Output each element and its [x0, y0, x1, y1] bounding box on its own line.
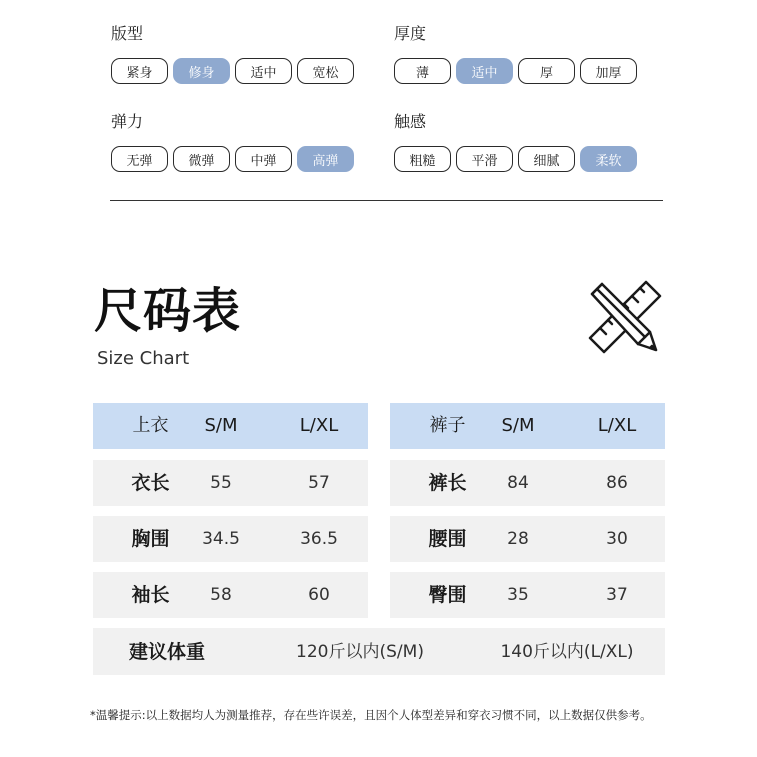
top-header-label: 上衣 [132, 415, 169, 436]
bottom-row-0-sm: 84 [507, 473, 529, 493]
pill-feel-2[interactable]: 细腻 [518, 146, 575, 172]
bottom-row-1-sm: 28 [507, 529, 529, 549]
weight-sm: 120斤以内(S/M) [296, 642, 424, 662]
attr-feel [394, 112, 637, 172]
attr-fit-label: 版型 [111, 24, 144, 43]
size-chart-title: 尺码表 [94, 283, 242, 339]
top-row-2-sm: 58 [210, 585, 232, 605]
top-row-1-label: 胸围 [131, 528, 170, 550]
top-row-1-sm: 34.5 [202, 529, 240, 549]
bottom-row-2-label: 臀围 [428, 584, 467, 606]
pill-thickness-0[interactable]: 薄 [394, 58, 451, 84]
attr-thickness [394, 24, 637, 84]
pill-feel-1[interactable]: 平滑 [456, 146, 513, 172]
top-header-sm: S/M [204, 415, 238, 436]
bottom-row-0-label: 裤长 [428, 472, 467, 494]
top-header-lxl: L/XL [299, 415, 339, 436]
pill-elasticity-0[interactable]: 无弹 [111, 146, 168, 172]
pill-elasticity-3[interactable]: 高弹 [297, 146, 354, 172]
pill-thickness-1[interactable]: 适中 [456, 58, 513, 84]
pill-thickness-2[interactable]: 厚 [518, 58, 575, 84]
bottom-header-sm: S/M [501, 415, 535, 436]
bottom-header-lxl: L/XL [597, 415, 637, 436]
bottom-row-2-sm: 35 [507, 585, 529, 605]
attr-thickness-label: 厚度 [394, 24, 427, 43]
ruler-pencil-icon [586, 278, 664, 356]
footnote: *温馨提示:以上数据均人为测量推荐，存在些许误差，且因个人体型差异和穿衣习惯不同，以上数据仅供参考。 [90, 708, 652, 722]
attr-feel-label: 触感 [394, 112, 427, 131]
pill-elasticity-2[interactable]: 中弹 [235, 146, 292, 172]
bottom-row-0-lxl: 86 [606, 473, 628, 493]
attr-elasticity [111, 112, 354, 172]
pill-fit-2[interactable]: 适中 [235, 58, 292, 84]
bottom-row-1-label: 腰围 [428, 528, 467, 550]
bottom-row-1-lxl: 30 [606, 529, 628, 549]
attr-elasticity-label: 弹力 [111, 112, 144, 131]
pill-feel-3[interactable]: 柔软 [580, 146, 637, 172]
weight-label: 建议体重 [129, 641, 206, 663]
pill-fit-0[interactable]: 紧身 [111, 58, 168, 84]
pill-feel-0[interactable]: 粗糙 [394, 146, 451, 172]
size-chart-subtitle: Size Chart [97, 348, 190, 369]
top-row-1-lxl: 36.5 [300, 529, 338, 549]
bottom-header-label: 裤子 [429, 415, 466, 436]
pill-fit-1[interactable]: 修身 [173, 58, 230, 84]
top-row-0-lxl: 57 [308, 473, 330, 493]
top-row-0-sm: 55 [210, 473, 232, 493]
top-row-2-label: 袖长 [131, 584, 170, 606]
pill-fit-3[interactable]: 宽松 [297, 58, 354, 84]
pill-thickness-3[interactable]: 加厚 [580, 58, 637, 84]
top-row-0-label: 衣长 [131, 472, 170, 494]
top-row-2-lxl: 60 [308, 585, 330, 605]
pill-elasticity-1[interactable]: 微弹 [173, 146, 230, 172]
bottom-row-2-lxl: 37 [606, 585, 628, 605]
weight-lxl: 140斤以内(L/XL) [500, 642, 634, 662]
attr-fit [111, 24, 354, 84]
section-divider [110, 200, 663, 201]
